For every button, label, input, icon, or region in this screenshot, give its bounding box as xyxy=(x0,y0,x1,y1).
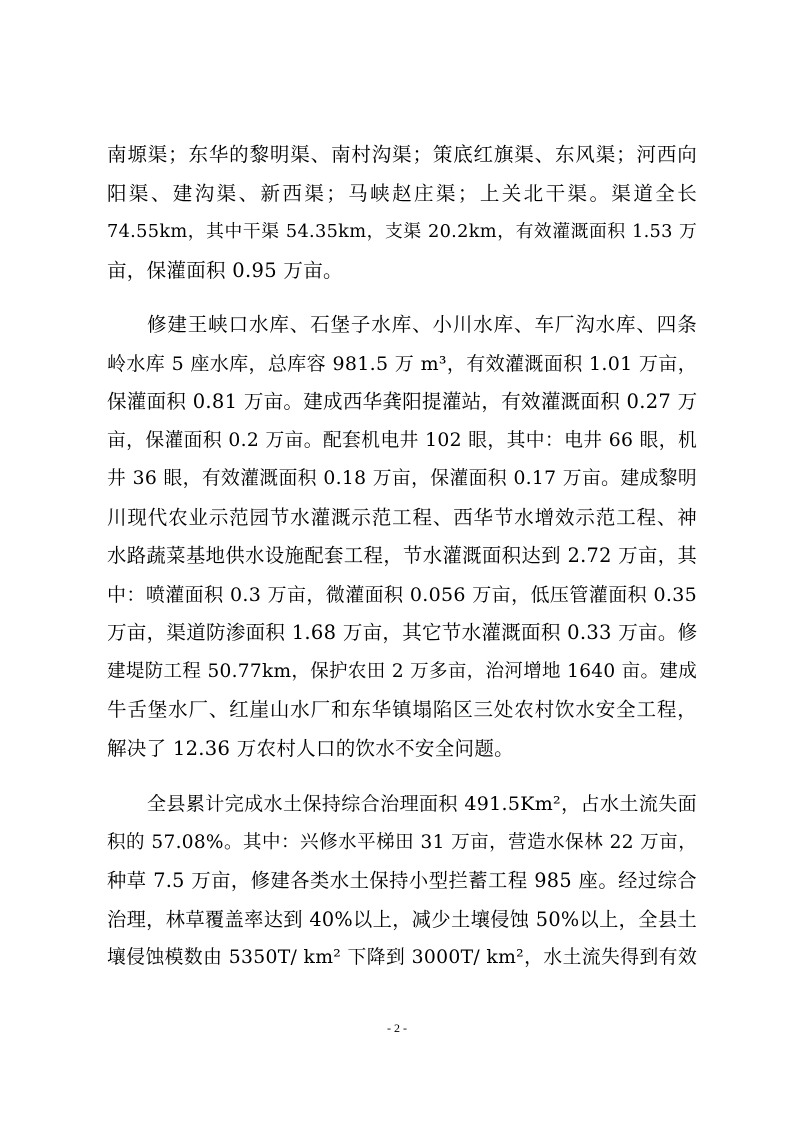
text-line: 修建王峡口水库、石堡子水库、小川水库、车厂沟水库、四条 xyxy=(147,313,697,336)
text-line: 解决了 12.36 万农村人口的饮水不安全问题。 xyxy=(107,736,514,760)
text-line: 亩，保灌面积 0.2 万亩。配套机电井 102 眼，其中：电井 66 眼，机 xyxy=(107,429,697,451)
text-line: 全县累计完成水土保持综合治理面积 491.5Km²，占水土流失面 xyxy=(147,793,697,815)
text-line: 壤侵蚀模数由 5350T/ km² 下降到 3000T/ km²，水土流失得到有效 xyxy=(107,947,697,968)
text-line: 岭水库 5 座水库，总库容 981.5 万 m³，有效灌溉面积 1.01 万亩， xyxy=(107,352,697,375)
text-line: 水路蔬菜基地供水设施配套工程，节水灌溉面积达到 2.72 万亩，其 xyxy=(107,544,697,567)
text-line: 积的 57.08%。其中：兴修水平梯田 31 万亩，营造水保林 22 万亩， xyxy=(107,831,697,853)
text-line: 种草 7.5 万亩，修建各类水土保持小型拦蓄工程 985 座。经过综合 xyxy=(107,869,697,892)
text-line: 川现代农业示范园节水灌溉示范工程、西华节水增效示范工程、神 xyxy=(107,505,697,529)
text-line: 阳渠、建沟渠、新西渠；马峡赵庄渠；上关北干渠。渠道全长 xyxy=(107,181,697,205)
text-line: 牛舌堡水厂、红崖山水厂和东华镇塌陷区三处农村饮水安全工程， xyxy=(107,698,697,721)
text-line: 治理，林草覆盖率达到 40%以上，减少土壤侵蚀 50%以上，全县土 xyxy=(107,907,697,931)
paragraph-reservoirs xyxy=(107,306,697,768)
text-line: 74.55km，其中干渠 54.35km，支渠 20.2km，有效灌溉面积 1.53 万 xyxy=(107,222,697,242)
text-line: 万亩，渠道防渗面积 1.68 万亩，其它节水灌溉面积 0.33 万亩。修 xyxy=(107,621,698,644)
page-number: - 2 - xyxy=(387,1021,407,1035)
text-line: 南塬渠；东华的黎明渠、南村沟渠；策底红旗渠、东风渠；河西向 xyxy=(107,143,697,166)
text-line: 中：喷灌面积 0.3 万亩，微灌面积 0.056 万亩，低压管灌面积 0.35 xyxy=(107,583,697,606)
paragraph-soil-conservation xyxy=(107,785,697,978)
text-line: 建堤防工程 50.77km，保护农田 2 万多亩，治河增地 1640 亩。建成 xyxy=(107,660,697,682)
paragraph-canals xyxy=(107,136,697,290)
text-line: 亩，保灌面积 0.95 万亩。 xyxy=(107,258,343,282)
text-line: 井 36 眼，有效灌溉面积 0.18 万亩，保灌面积 0.17 万亩。建成黎明 xyxy=(107,468,697,489)
text-line: 保灌面积 0.81 万亩。建成西华龚阳提灌站，有效灌溉面积 0.27 万 xyxy=(107,390,698,413)
